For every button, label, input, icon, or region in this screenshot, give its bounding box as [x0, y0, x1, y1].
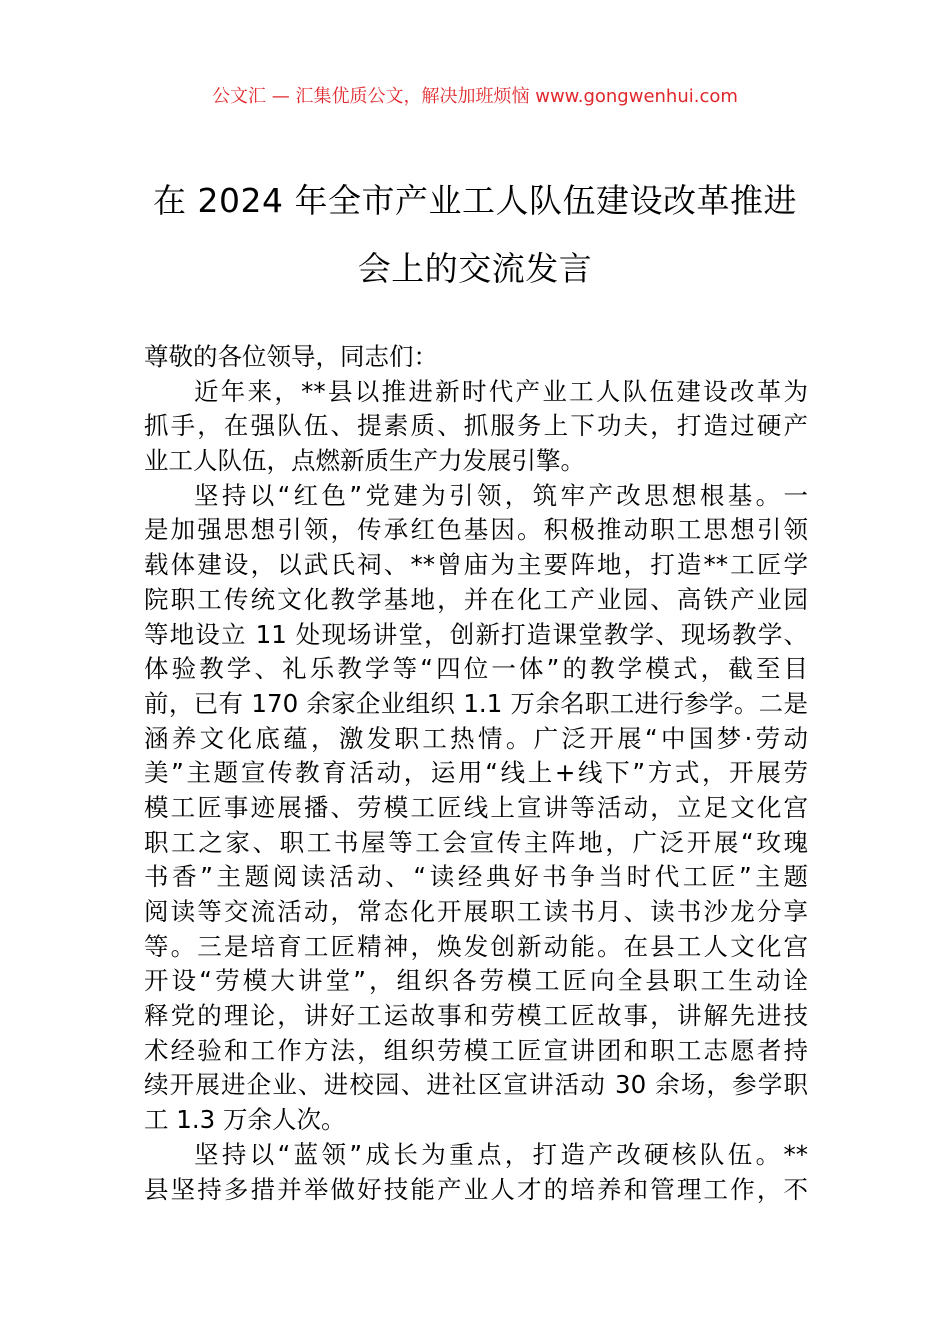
text-line: 工 1.3 万余人次。	[144, 1105, 346, 1135]
document-title-line-2: 会上的交流发言	[357, 249, 593, 288]
text-line: 释党的理论，讲好工运故事和劳模工匠故事，讲解先进技	[144, 1001, 808, 1031]
text-line: 模工匠事迹展播、劳模工匠线上宣讲等活动，立足文化宫	[144, 792, 808, 822]
text-line: 尊敬的各位领导，同志们：	[144, 342, 438, 371]
text-line: 坚持以“红色”党建为引领，筑牢产改思想根基。一	[194, 480, 808, 510]
text-line: 抓手，在强队伍、提素质、抓服务上下功夫，打造过硬产	[144, 411, 808, 441]
text-line: 前，已有 170 余家企业组织 1.1 万余名职工进行参学。二是	[144, 688, 808, 718]
text-line: 是加强思想引领，传承红色基因。积极推动职工思想引领	[144, 515, 808, 545]
document-title-line-1: 在 2024 年全市产业工人队伍建设改革推进	[153, 181, 797, 220]
text-line: 阅读等交流活动，常态化开展职工读书月、读书沙龙分享	[144, 897, 808, 926]
text-line: 近年来，**县以推进新时代产业工人队伍建设改革为	[194, 376, 808, 406]
text-line: 等。三是培育工匠精神，焕发创新动能。在县工人文化宫	[144, 931, 808, 961]
text-line: 坚持以“蓝领”成长为重点，打造产改硬核队伍。**	[194, 1139, 808, 1169]
text-line: 院职工传统文化教学基地，并在化工产业园、高铁产业园	[144, 584, 808, 614]
text-line: 美”主题宣传教育活动，运用“线上+线下”方式，开展劳	[144, 758, 808, 788]
document-body	[144, 340, 808, 1207]
text-line: 县坚持多措并举做好技能产业人才的培养和管理工作，不	[144, 1174, 808, 1204]
text-line: 术经验和工作方法，组织劳模工匠宣讲团和职工志愿者持	[144, 1035, 808, 1065]
text-line: 体验教学、礼乐教学等“四位一体”的教学模式，截至目	[144, 654, 808, 684]
text-line: 职工之家、职工书屋等工会宣传主阵地，广泛开展“玫瑰	[144, 827, 808, 857]
text-line: 业工人队伍，点燃新质生产力发展引擎。	[144, 446, 585, 476]
text-line: 载体建设，以武氏祠、**曾庙为主要阵地，打造**工匠学	[144, 550, 808, 580]
text-line: 开设“劳模大讲堂”，组织各劳模工匠向全县职工生动诠	[144, 966, 808, 996]
site-banner: 公文汇 — 汇集优质公文，解决加班烦恼 www.gongwenhui.com	[212, 86, 738, 107]
text-line: 书香”主题阅读活动、“读经典好书争当时代工匠”主题	[144, 862, 808, 892]
text-line: 续开展进企业、进校园、进社区宣讲活动 30 余场，参学职	[144, 1070, 808, 1100]
text-line: 涵养文化底蕴，激发职工热情。广泛开展“中国梦·劳动	[144, 723, 808, 753]
text-line: 等地设立 11 处现场讲堂，创新打造课堂教学、现场教学、	[144, 619, 808, 649]
